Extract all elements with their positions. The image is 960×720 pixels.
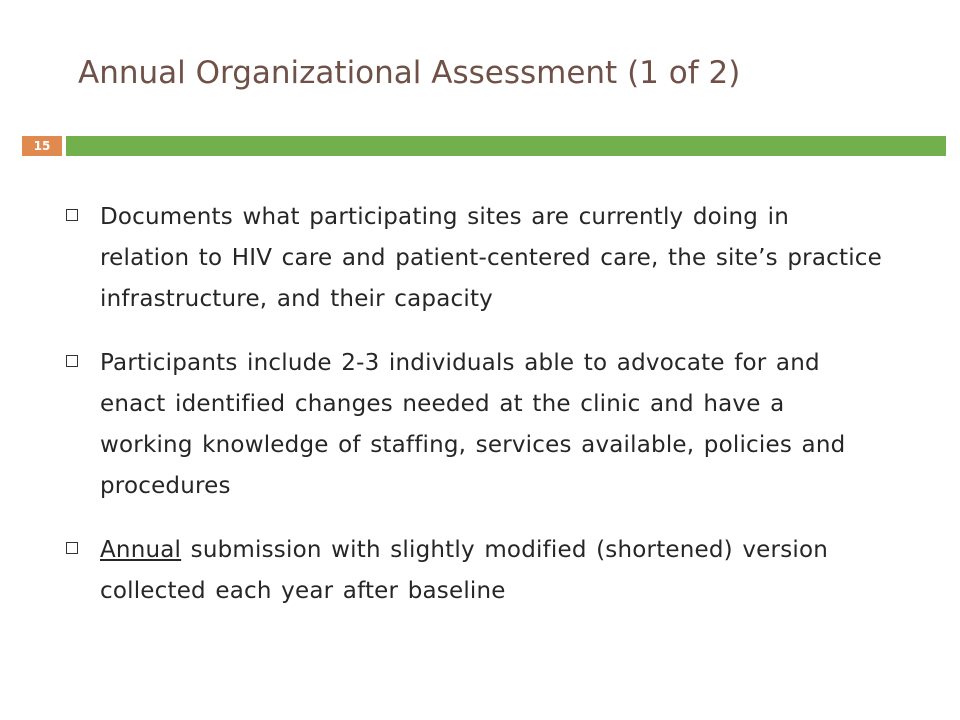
bullet-text-rest: submission with slightly modified (shortened) version collected each year after baseline [100,537,829,604]
bullet-text: Participants include 2-3 individuals able to advocate for and enact identified changes needed at the clinic and have a working knowledge of staffing, services available, policies and procedures [100,350,846,499]
square-bullet-icon [66,542,78,554]
bullet-item [66,530,886,612]
square-bullet-icon [66,209,78,221]
bullet-item [66,343,886,507]
header-divider-bar [66,136,946,156]
page-number: 15 [33,139,51,153]
page-number-badge [22,136,62,156]
bullet-text: Documents what participating sites are currently doing in relation to HIV care and patient-centered care, the site’s practice infrastructure, and their capacity [100,204,882,312]
underlined-keyword: Annual [100,537,182,563]
slide-title: Annual Organizational Assessment (1 of 2) [78,55,741,91]
bullet-item [66,197,886,320]
bullet-list [66,197,886,635]
square-bullet-icon [66,355,78,367]
bullet-text [100,530,886,612]
